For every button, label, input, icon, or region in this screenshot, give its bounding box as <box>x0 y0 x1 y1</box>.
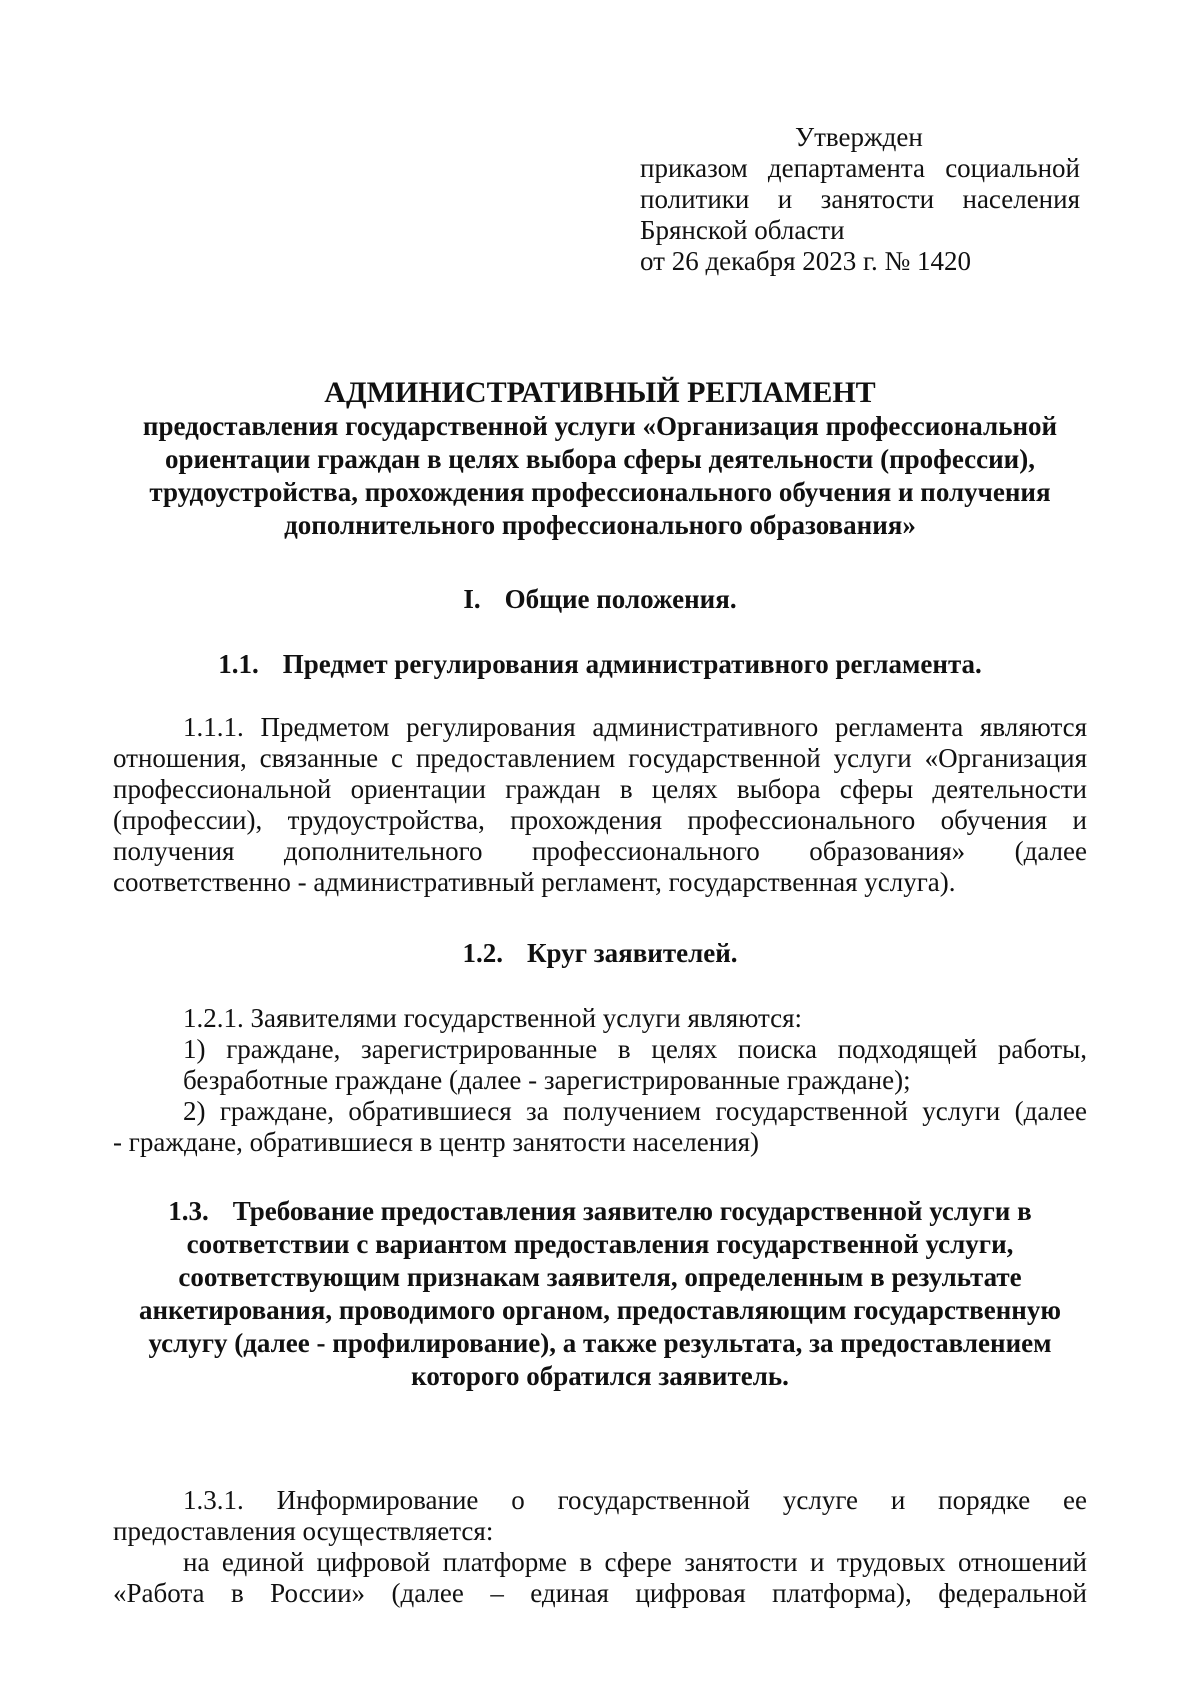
document-subtitle-line: ориентации граждан в целях выбора сферы деятельности (профессии), <box>165 444 1035 474</box>
section-heading-1-2 <box>100 937 1100 970</box>
section-title-line: соответствии с вариантом предоставления государственной услуги, <box>186 1229 1014 1259</box>
approval-stamp <box>640 122 1080 277</box>
section-number: 1.3. <box>168 1196 209 1226</box>
section-title-line: услугу (далее - профилирование), а также результата, за предоставлением <box>148 1328 1052 1358</box>
document-title: АДМИНИСТРАТИВНЫЙ РЕГЛАМЕНТ <box>324 376 876 409</box>
section-title: Общие положения. <box>504 584 737 614</box>
paragraph-line: отношения, связанные с предоставлением государственной услуги «Организация <box>113 743 1087 773</box>
paragraph-line: соответственно - административный регламент, государственная услуга). <box>113 867 956 897</box>
paragraph-line: безработные граждане (далее - зарегистрированные граждане); <box>183 1065 911 1095</box>
approval-line: приказом департамента социальной <box>640 153 1080 183</box>
paragraph-line: 1) граждане, зарегистрированные в целях поиска подходящей работы, <box>183 1034 1087 1064</box>
paragraph-1-1-1 <box>113 712 1087 898</box>
paragraph-line: «Работа в России» (далее – единая цифровая платформа), федеральной <box>113 1578 1087 1608</box>
section-title: Круг заявителей. <box>526 938 738 968</box>
paragraph-line: 1.2.1. Заявителями государственной услуги являются: <box>183 1003 803 1033</box>
approval-line: политики и занятости населения <box>640 184 1080 214</box>
document-subtitle-line: дополнительного профессионального образования» <box>284 510 916 540</box>
section-title-line: Требование предоставления заявителю государственной услуги в <box>232 1196 1032 1226</box>
section-number: I. <box>463 584 481 614</box>
paragraph-line: (профессии), трудоустройства, прохождения профессионального обучения и <box>113 805 1087 835</box>
document-subtitle-line: предоставления государственной услуги «Организация профессиональной <box>142 411 1058 441</box>
section-title-line: соответствующим признакам заявителя, определенным в результате <box>178 1262 1022 1292</box>
paragraph-line: - граждане, обратившиеся в центр занятости населения) <box>113 1127 760 1157</box>
section-number: 1.1. <box>218 649 259 679</box>
section-title: Предмет регулирования административного регламента. <box>282 649 982 679</box>
section-number: 1.2. <box>462 938 503 968</box>
paragraph-line: профессиональной ориентации граждан в целях выбора сферы деятельности <box>113 774 1087 804</box>
paragraph-line: 1.1.1. Предметом регулирования административного регламента являются <box>183 712 1087 742</box>
paragraph-1-3-1 <box>113 1485 1087 1609</box>
document-subtitle-line: трудоустройства, прохождения профессионального обучения и получения <box>149 477 1051 507</box>
section-heading-1 <box>100 583 1100 616</box>
approval-line: Брянской области <box>640 215 845 245</box>
paragraph-line: 2) граждане, обратившиеся за получением государственной услуги (далее <box>183 1096 1087 1126</box>
approval-heading: Утвержден <box>795 122 923 152</box>
section-title-line: анкетирования, проводимого органом, предоставляющим государственную <box>139 1295 1061 1325</box>
paragraph-line: получения дополнительного профессионального образования» (далее <box>113 836 1087 866</box>
title-block <box>100 376 1100 542</box>
section-heading-1-1 <box>100 648 1100 681</box>
approval-date: от 26 декабря 2023 г. № 1420 <box>640 246 972 276</box>
paragraph-line: 1.3.1. Информирование о государственной услуге и порядке ее <box>183 1485 1087 1515</box>
paragraph-line: предоставления осуществляется: <box>113 1516 494 1546</box>
paragraph-line: на единой цифровой платформе в сфере занятости и трудовых отношений <box>183 1547 1087 1577</box>
paragraph-1-2-1 <box>113 1003 1087 1158</box>
section-heading-1-3 <box>100 1195 1100 1393</box>
section-title-line: которого обратился заявитель. <box>411 1361 789 1391</box>
